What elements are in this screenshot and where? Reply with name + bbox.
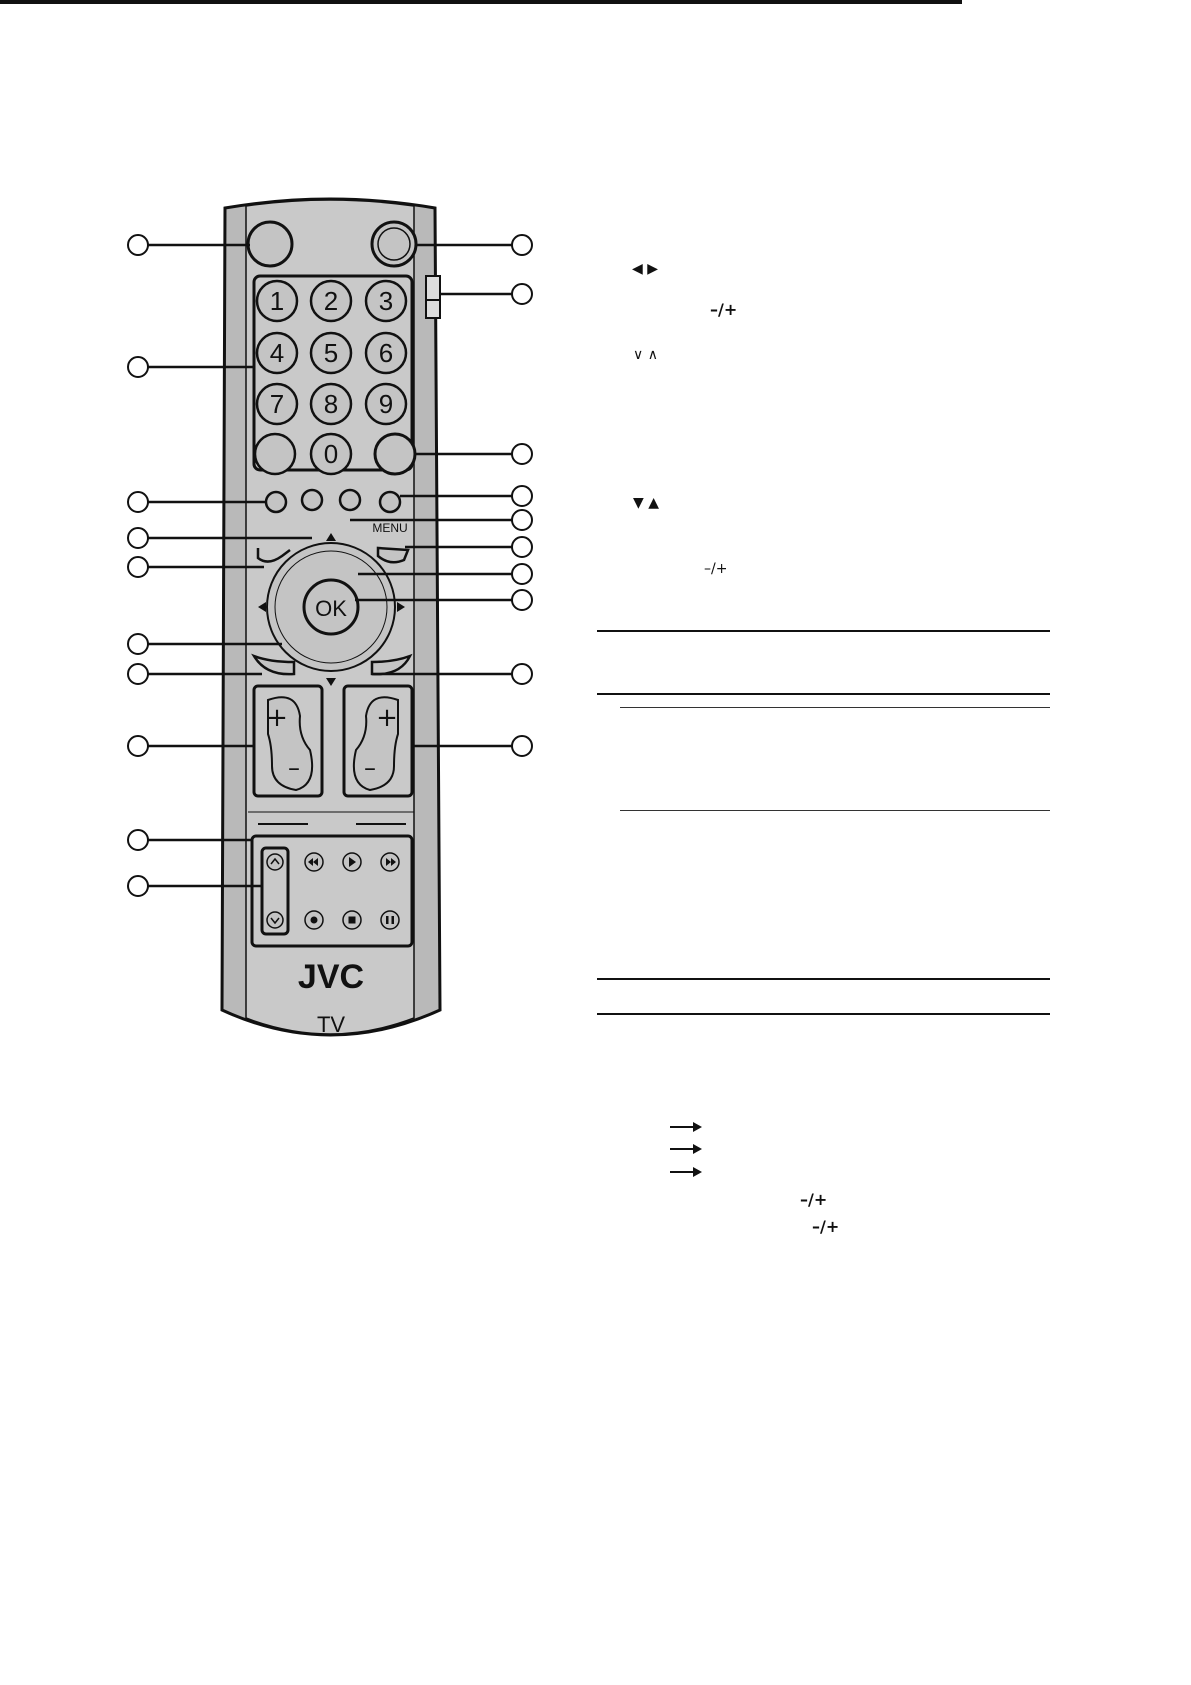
left-callout-marker-5	[128, 557, 148, 577]
minus-plus-symbol-4: –/+	[812, 1217, 840, 1236]
page-down-button	[267, 912, 283, 928]
digit-3-label: 3	[378, 286, 394, 316]
right-callout-marker-10	[512, 736, 532, 756]
section-rule-2	[597, 693, 1050, 695]
section-rule-3	[620, 707, 1050, 708]
digit-6-label: 6	[378, 338, 394, 368]
digit-0-label: 0	[323, 439, 339, 469]
ok-label: OK	[315, 596, 347, 621]
vol-minus-label: –	[288, 754, 300, 782]
v-caret-symbol: ∨ ∧	[633, 347, 658, 363]
digit-4-label: 4	[269, 338, 285, 368]
digit-9-label: 9	[378, 389, 394, 419]
right-arrow-2	[670, 1144, 702, 1154]
down-up-triangles-symbol: ▼ ▲	[633, 495, 659, 511]
left-callout-marker-3	[128, 492, 148, 512]
digit-2-label: 2	[323, 286, 339, 316]
minus-plus-symbol-1: –/+	[710, 300, 738, 319]
right-callout-marker-6	[512, 537, 532, 557]
page-up-button	[267, 854, 283, 870]
left-right-arrows-symbol: ◀ ▶	[632, 261, 658, 277]
left-callout-marker-2	[128, 357, 148, 377]
right-callout-marker-2	[512, 284, 532, 304]
right-callout-marker-5	[512, 510, 532, 530]
minus-plus-symbol-3: –/+	[800, 1190, 828, 1209]
menu-label: MENU	[372, 521, 408, 535]
return-button	[375, 434, 415, 474]
left-callout-marker-8	[128, 736, 148, 756]
section-rule-6	[597, 1013, 1050, 1015]
right-arrow-3	[670, 1167, 702, 1177]
ch-minus-label: –	[364, 754, 376, 782]
yellow-button	[340, 490, 360, 510]
vol-plus-label: +	[266, 703, 288, 733]
green-button	[302, 490, 322, 510]
section-rule-4	[620, 810, 1050, 811]
digit-5-label: 5	[323, 338, 339, 368]
right-callout-marker-3	[512, 444, 532, 464]
left-callout-marker-10	[128, 876, 148, 896]
left-callout-marker-6	[128, 634, 148, 654]
section-rule-5	[597, 978, 1050, 980]
menu-button	[378, 548, 408, 562]
brand-logo: JVC	[297, 958, 365, 996]
standby-button	[248, 222, 292, 266]
left-callout-marker-9	[128, 830, 148, 850]
mode-switch	[426, 276, 440, 318]
right-callout-marker-8	[512, 590, 532, 610]
blue-button	[380, 492, 400, 512]
right-callout-marker-7	[512, 564, 532, 584]
red-button	[266, 492, 286, 512]
left-callout-marker-4	[128, 528, 148, 548]
right-callout-marker-9	[512, 664, 532, 684]
left-callout-marker-7	[128, 664, 148, 684]
left-callout-marker-1	[128, 235, 148, 255]
model-label: TV	[316, 1012, 346, 1037]
section-rule-1	[597, 630, 1050, 632]
digit-1-label: 1	[269, 286, 285, 316]
digit-7-label: 7	[269, 389, 285, 419]
right-callout-marker-1	[512, 235, 532, 255]
digit-8-label: 8	[323, 389, 339, 419]
right-arrow-1	[670, 1122, 702, 1132]
ch-plus-label: +	[376, 703, 398, 733]
pause-button	[381, 911, 399, 929]
right-callout-marker-4	[512, 486, 532, 506]
minus-plus-symbol-2: –/+	[704, 561, 728, 577]
